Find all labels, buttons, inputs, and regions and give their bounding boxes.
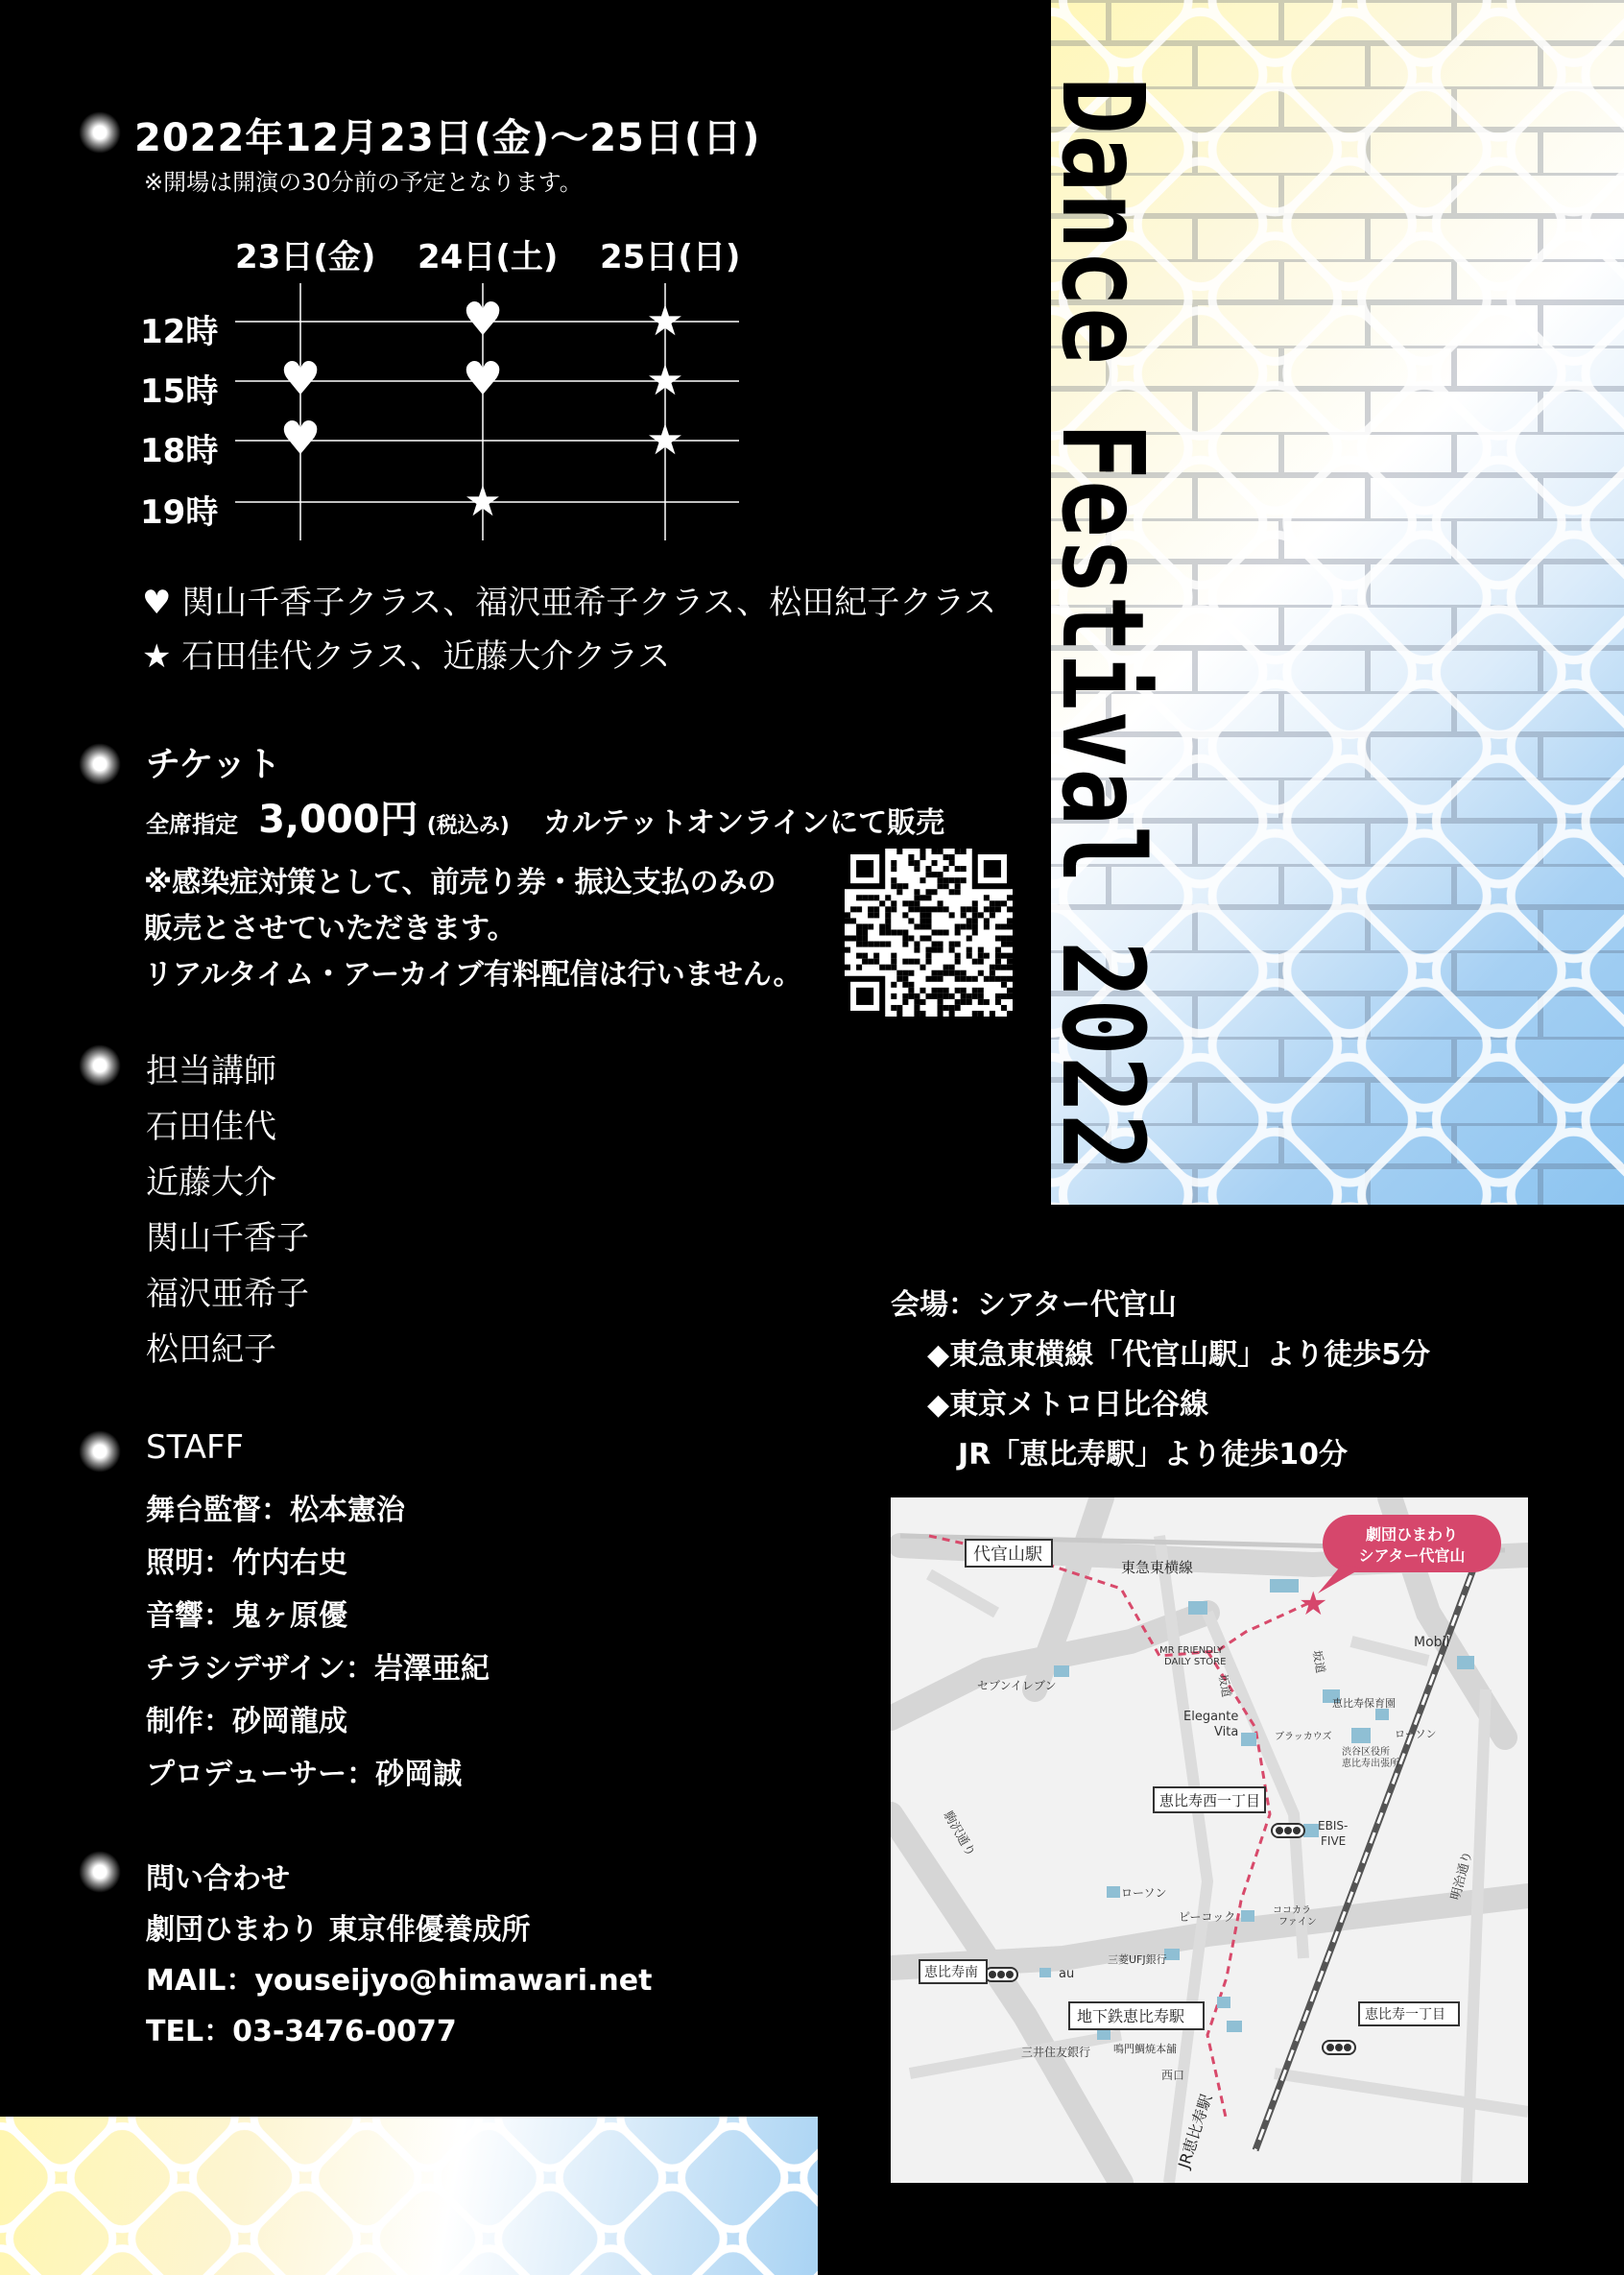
staff-item: プロデューサー：砂岡誠	[146, 1758, 463, 1791]
venue-map-drawing	[891, 1497, 1528, 2183]
map-label-tokyu: 東急東横線	[1121, 1559, 1194, 1576]
ticket-title: チケット	[146, 745, 281, 784]
map-label-nishiguchi: 西口	[1161, 2069, 1185, 2082]
map-label-smbc: 三井住友銀行	[1021, 2046, 1091, 2059]
venue-star-icon: ★	[1299, 1585, 1328, 1623]
map-label-ebis1: EBIS-	[1318, 1819, 1349, 1832]
legend-heart-text: 関山千香子クラス、福沢亜希子クラス、松田紀子クラス	[181, 584, 997, 622]
festival-title	[1046, 77, 1161, 1181]
schedule-day-header: 25日(日)	[600, 238, 741, 276]
map-label-jr: JR恵比寿駅	[1174, 2092, 1216, 2171]
ticket-qr-code[interactable]	[845, 849, 1013, 1017]
map-label-ebisu-itchome: 恵比寿一丁目	[1365, 2007, 1445, 2023]
star-icon: ★	[464, 477, 502, 526]
instructor-name: 松田紀子	[146, 1330, 276, 1369]
legend-star	[142, 630, 670, 677]
bullet-dot	[79, 1851, 121, 1893]
star-icon: ★	[646, 356, 684, 405]
map-label-komazawa: 駒沢通り	[940, 1808, 978, 1860]
star-icon: ★	[646, 297, 684, 346]
instructor-name: 福沢亜希子	[146, 1275, 309, 1313]
venue-access: ◆東京メトロ日比谷線	[927, 1388, 1209, 1422]
map-label-hoikuen: 恵比寿保育園	[1332, 1697, 1396, 1710]
ticket-seat: 全席指定	[146, 811, 238, 838]
festival-title-text: Dance Festival	[1046, 77, 1161, 1032]
map-label-mufg: 三菱UFJ銀行	[1108, 1953, 1167, 1966]
heart-icon: ♥	[462, 293, 504, 347]
map-label-shibuya2: 恵比寿出張所	[1342, 1759, 1399, 1769]
staff-item: 照明：竹内右史	[146, 1546, 347, 1580]
qr-code-image	[845, 849, 1013, 1017]
ticket-note: リアルタイム・アーカイブ有料配信は行いません。	[144, 958, 802, 992]
map-label-sakamichi: 坂道	[1310, 1649, 1328, 1675]
contact-org: 劇団ひまわり 東京俳優養成所	[146, 1913, 531, 1947]
event-opening-note: ※開場は開演の30分前の予定となります。	[144, 169, 583, 196]
staff-item: 制作：砂岡龍成	[146, 1705, 347, 1738]
heart-icon: ♥	[279, 352, 322, 406]
callout-line-2: シアター代官山	[1358, 1546, 1466, 1565]
schedule-lines	[134, 221, 749, 547]
schedule-marks	[279, 293, 683, 526]
map-label-ebisu-minami: 恵比寿南	[924, 1965, 978, 1980]
map-label-au: au	[1059, 1967, 1075, 1981]
star-icon: ★	[646, 416, 684, 465]
chainlink-fence-pattern	[0, 2117, 818, 2275]
ticket-note: 販売とさせていただきます。	[144, 912, 516, 946]
instructors-title: 担当講師	[146, 1052, 276, 1090]
map-label-seven: セブンイレブン	[977, 1679, 1057, 1692]
map-label-mr2: DAILY STORE	[1164, 1657, 1227, 1667]
bullet-dot	[79, 743, 121, 785]
map-label-ebis2: FIVE	[1321, 1834, 1347, 1848]
map-label-mobil: Mobil	[1414, 1635, 1450, 1650]
heart-icon: ♥	[462, 352, 504, 406]
map-label-peacock: ピーコック	[1179, 1910, 1236, 1924]
instructor-name: 関山千香子	[146, 1219, 309, 1257]
map-label-elegante1: Elegante	[1183, 1710, 1239, 1724]
map-label-burakauzu: ブラッカウズ	[1275, 1732, 1332, 1742]
schedule-time-label: 15時	[140, 372, 219, 411]
ticket-price: 3,000円	[258, 798, 418, 842]
map-label-lawson: ローソン	[1395, 1728, 1437, 1740]
instructor-name: 近藤大介	[146, 1163, 276, 1202]
legend-star-text: 石田佳代クラス、近藤大介クラス	[181, 637, 671, 676]
legend-heart	[142, 576, 996, 623]
map-label-mr1: MR FRIENDLY	[1159, 1645, 1224, 1656]
map-label-daikanyama: 代官山駅	[973, 1545, 1042, 1565]
map-label-naruto: 鳴門鯛焼本舗	[1113, 2043, 1177, 2055]
ticket-price-line	[146, 789, 944, 844]
schedule-time-label: 18時	[140, 432, 219, 470]
map-label-subway: 地下鉄恵比寿駅	[1077, 2007, 1185, 2025]
map-label-elegante2: Vita	[1214, 1725, 1239, 1739]
bullet-dot	[79, 111, 121, 154]
staff-title: STAFF	[146, 1428, 245, 1467]
map-label-lawson: ローソン	[1121, 1886, 1167, 1900]
map-label-shibuya1: 渋谷区役所	[1342, 1747, 1390, 1758]
venue-map[interactable]	[891, 1497, 1528, 2183]
schedule-day-header: 24日(土)	[418, 238, 559, 276]
map-label-meiji: 明治通り	[1448, 1849, 1476, 1903]
bullet-dot	[79, 1044, 121, 1087]
ticket-tax: (税込み)	[426, 814, 510, 838]
ticket-note: ※感染症対策として、前売り券・振込支払のみの	[144, 866, 776, 899]
heart-icon: ♥	[279, 412, 322, 466]
star-icon: ★	[142, 637, 172, 676]
instructor-name: 石田佳代	[146, 1108, 276, 1146]
map-label-sakamichi: 坂道	[1216, 1673, 1234, 1699]
schedule-day-header: 23日(金)	[235, 238, 376, 276]
schedule-time-label: 19時	[140, 493, 219, 532]
venue-access: ◆東急東横線「代官山駅」より徒歩5分	[927, 1338, 1430, 1372]
staff-item: 音響：鬼ヶ原優	[146, 1599, 347, 1633]
venue-access: JR「恵比寿駅」より徒歩10分	[958, 1438, 1349, 1472]
contact-title: 問い合わせ	[146, 1862, 290, 1896]
contact-tel[interactable]: TEL：03-3476-0077	[146, 2015, 457, 2048]
schedule-time-label: 12時	[140, 313, 219, 351]
staff-item: 舞台監督：松本憲治	[146, 1494, 405, 1527]
contact-mail[interactable]: MAIL：youseijyo@himawari.net	[146, 1964, 653, 1998]
callout-line-1: 劇団ひまわり	[1365, 1525, 1459, 1544]
map-label-ebisu-nishi: 恵比寿西一丁目	[1159, 1792, 1261, 1809]
ticket-sales: カルテットオンラインにて販売	[542, 806, 945, 840]
schedule-grid	[134, 221, 749, 547]
decorative-fence-band	[0, 2117, 818, 2275]
event-date-range: 2022年12月23日(金)〜25日(日)	[134, 116, 761, 160]
staff-item: チラシデザイン：岩澤亜紀	[146, 1652, 490, 1686]
map-label-cocokara1: ココカラ	[1273, 1905, 1311, 1916]
bullet-dot	[79, 1430, 121, 1473]
map-label-cocokara2: ファイン	[1278, 1917, 1317, 1928]
heart-icon: ♥	[142, 584, 172, 622]
venue-name: 会場：シアター代官山	[891, 1288, 1177, 1322]
